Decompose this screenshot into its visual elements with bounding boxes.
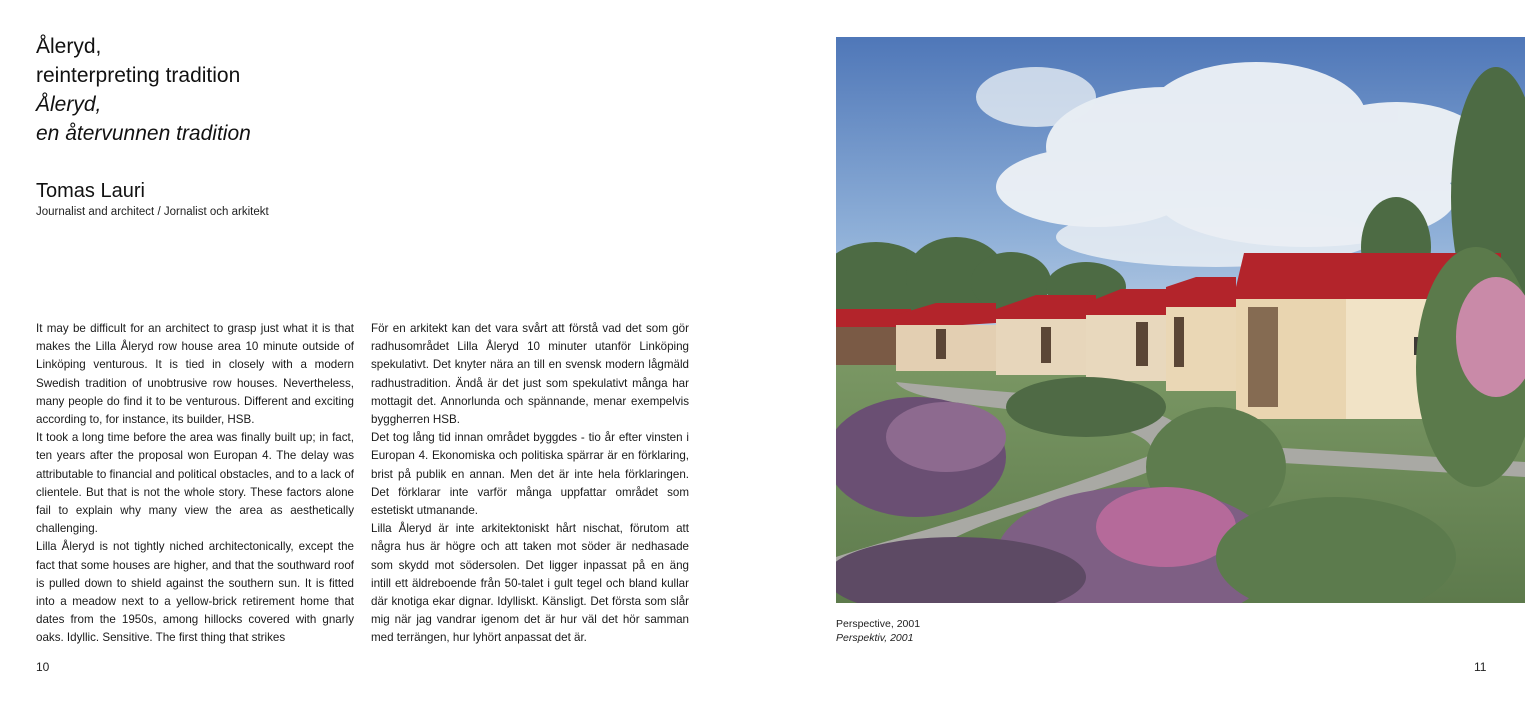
- body-column-swedish: [371, 320, 689, 648]
- author-name: Tomas Lauri: [36, 180, 145, 202]
- caption-swedish: Perspektiv, 2001: [836, 632, 914, 644]
- page-number-right: 11: [1474, 660, 1487, 674]
- paragraph-en-2: It took a long time before the area was finally built up; in fact, ten years after the proposal won Europan 4. The delay was attributable to financial and political obstacles, and to a lack of clientele. But that is not the whole story. These factors alone fail to explain why many view the area as aesthetically challenging.: [36, 431, 354, 536]
- article-title: [36, 32, 456, 148]
- image-caption: [836, 617, 920, 645]
- title-en-line-2: reinterpreting tradition: [36, 64, 241, 87]
- caption-english: Perspective, 2001: [836, 618, 921, 630]
- perspective-rendering-image: [836, 37, 1525, 603]
- title-sv-line-2: en återvunnen tradition: [36, 122, 251, 145]
- title-en-line-1: Åleryd,: [36, 35, 102, 58]
- title-sv-line-1: Åleryd,: [36, 93, 102, 116]
- body-column-english: [36, 320, 354, 648]
- page-number-left: 10: [36, 660, 50, 674]
- paragraph-sv-1: För en arkitekt kan det vara svårt att förstå vad det som gör radhusområdet Lilla Åleryd 10 minuter utanför Linköping spekulativt. Det knyter nära an till en svensk modern lågmäld radhustradition. Ändå är det just som spekulativt många har mottagit det. Annorlunda och spännande, menar exempelvis byggherren HSB.: [371, 322, 689, 427]
- paragraph-en-1: It may be difficult for an architect to grasp just what it is that makes the Lilla Åleryd row house area 10 minute outside of Linköping venturous. It is tied in closely with a modern Swedish tradition of unobtrusive row houses. Nevertheless, many people do find it to be venturous. Different and exciting according to, for instance, its builder, HSB.: [36, 322, 354, 427]
- author-role: Journalist and architect / Jornalist och arkitekt: [36, 206, 269, 218]
- paragraph-sv-2: Det tog lång tid innan området byggdes - tio år efter vinsten i Europan 4. Ekonomiska och politiska spärrar är en förklaring, brist på publik en annan. Men det är inte hela förklaringen. Det förklarar inte varför många uppfattar området som estetiskt utmanande.: [371, 431, 689, 518]
- paragraph-sv-3: Lilla Åleryd är inte arkitektoniskt hårt nischat, förutom att några hus är högre och att taken mot söder är nedhasade som skydd mot södersolen. Det ligger inpassat på en äng intill ett äldreboende från 50-talet i gult tegel och bland kullar där knotiga ekar dignar. Idylliskt. Känsligt. Det första som slår mig när jag vandrar igenom det är hur väl det hör samman med terrängen, hur lyhört anpassat det är.: [371, 522, 689, 645]
- paragraph-en-3: Lilla Åleryd is not tightly niched architectonically, except the fact that some houses are higher, and that the southward roof is pulled down to shield against the southern sun. It is fitted into a meadow next to a yellow-brick retirement home that dates from the 1950s, among hillocks covered with gnarly oaks. Idyllic. Sensitive. The first thing that strikes: [36, 540, 354, 645]
